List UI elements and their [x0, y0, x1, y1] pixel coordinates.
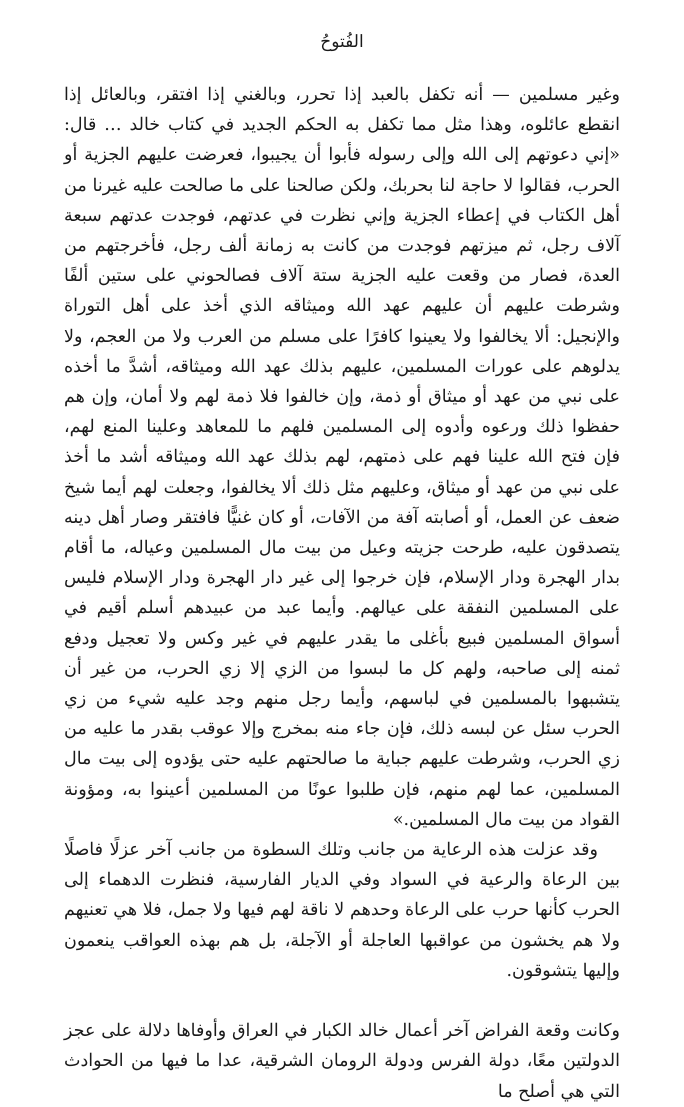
- paragraph-1: وغير مسلمين — أنه تكفل بالعبد إذا تحرر، وبالغني إذا افتقر، وبالعائل إذا انقطع عائلوه، وهذا مثل مما تكفل به الحكم الجديد في كتاب خالد … قال: «إني دعوتهم إلى الله وإلى رسوله فأبوا أن يجيبوا، فعرضت عليهم الجزية أو الحرب، فقالوا لا حاجة لنا بحربك، ولكن صالحنا على ما صالحت عليه غيرنا من أهل الكتاب في إعطاء الجزية وإني نظرت في عدتهم، فوجدت عدتهم سبعة آلاف رجل، ثم ميزتهم فوجدت من كانت به زمانة ألف رجل، فأخرجتهم من العدة، فصار من وقعت عليه الجزية ستة آلاف فصالحوني على ستين ألفًا وشرطت عليهم أن عليهم عهد الله وميثاقه الذي أخذ على أهل التوراة والإنجيل: ألا يخالفوا ولا يعينوا كافرًا على مسلم من العرب ولا من العجم، ولا يدلوهم على عورات المسلمين، عليهم بذلك عهد الله وميثاقه، أشدَّ ما أخذه على نبي من عهد أو ميثاق أو ذمة، وإن خالفوا فلا ذمة لهم ولا أمان، وإن هم حفظوا ذلك ورعوه وأدوه إلى المسلمين فلهم ما للمعاهد وعلينا المنع لهم، فإن فتح الله علينا فهم على ذمتهم، لهم بذلك عهد الله وميثاقه أشد ما أخذ على نبي من عهد أو ميثاق، وعليهم مثل ذلك ألا يخالفوا، وجعلت لهم أيما شيخ ضعف عن العمل، أو أصابته آفة من الآفات، أو كان غنيًّا فافتقر وصار أهل دينه يتصدقون عليه، طرحت جزيته وعيل من بيت مال المسلمين وعياله، ما أقام بدار الهجرة ودار الإسلام، فإن خرجوا إلى غير دار الهجرة ودار الإسلام فليس على المسلمين النفقة على عيالهم. وأيما عبد من عبيدهم أسلم أقيم في أسواق المسلمين فبيع بأغلى ما يقدر عليهم في غير وكس ولا تعجيل ودفع ثمنه إلى صاحبه، ولهم كل ما لبسوا من الزي إلا زي الحرب، من غير أن يتشبهوا بالمسلمين في لباسهم، وأيما رجل منهم وجد عليه شيء من زي الحرب سئل عن لبسه ذلك، فإن جاء منه بمخرج وإلا عوقب بقدر ما عليه من زي الحرب، وشرطت عليهم جباية ما صالحتهم عليه حتى يؤدوه إلى بيت مال المسلمين، عما لهم منهم، فإن طلبوا عونًا من المسلمين أعينوا به، ومؤونة القواد من بيت مال المسلمين.»: [64, 85, 620, 830]
- running-head: الفُتوحُ: [320, 32, 364, 52]
- paragraph-3: وكانت وقعة الفراض آخر أعمال خالد الكبار في العراق وأوفاها دلالة على عجز الدولتين معًا، دولة الفرس ودولة الرومان الشرقية، عدا ما فيها من الحوادث التي هي أصلح ما: [64, 1021, 620, 1102]
- body-text: [64, 80, 620, 1107]
- paragraph-2: وقد عزلت هذه الرعاية من جانب وتلك السطوة من جانب آخر عزلًا فاصلًا بين الرعاة والرعية في السواد وفي الديار الفارسية، فنظرت الدهماء إلى الحرب كأنها حرب على الرعاة وحدهم لا ناقة لهم فيها ولا جمل، فلا هي تعنيهم ولا هم يخشون من عواقبها العاجلة أو الآجلة، بل هم بهذه العواقب ينعمون وإليها يتشوقون.: [64, 840, 620, 981]
